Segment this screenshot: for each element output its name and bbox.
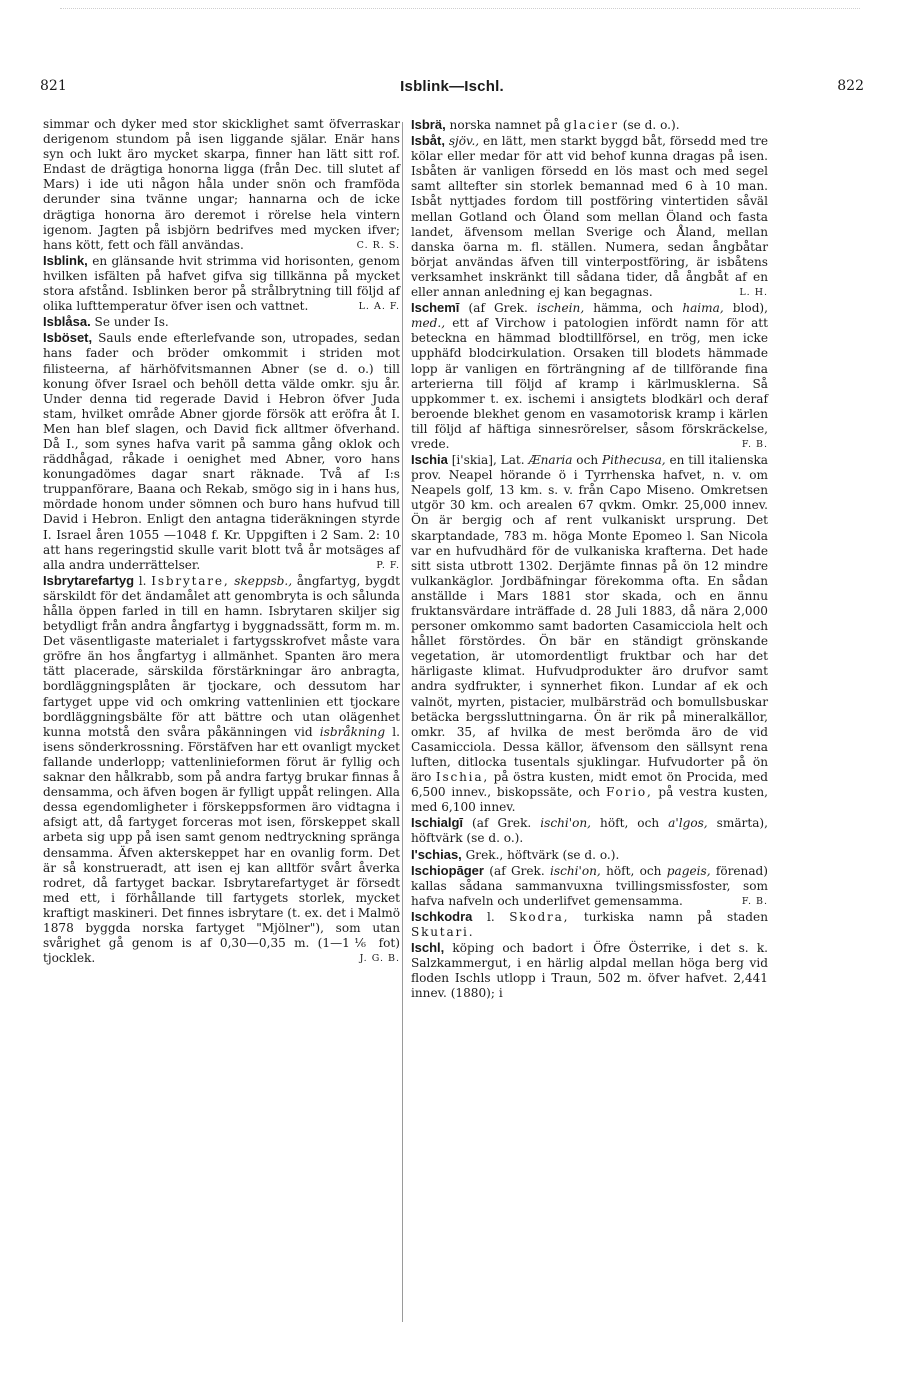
entry-isboset: Isböset, Sauls ende efterlefvande son, utropades, sedan hans fader och bröder omkommit i striden mot filisteerna, af härhöfvitsmannen Abner (se d. o.) till konung öfver Israel och behöll detta välde omkr. sju år. Under denna tid regerade David i Hebron öfver Juda stam, hvilket område Abner gjorde försök att eröfra åt I. Men han blef slagen, och David fick alltmer öfverhand. Då I., som synes hafva varit på samma gång oklok och räddhågad, råkade i oenighet med Abner, voro hans konungadömes dagar snart räknade. Två af I:s truppanförare, Baana och Rekab, smögo sig in i hans hus, mördade honom under sömnen och buro hans hufvud till David i Hebron. Enligt den antagna tideräkningen styrde I. Israel åren 1055 —1048 f. Kr. Uppgiften i 2 Sam. 2: 10 att hans regeringstid skulle varit blott två år motsäges af alla andra underrättelser. P. F. — [43, 330, 400, 572]
header-title: Isblink—Ischl. — [400, 78, 504, 95]
author-signature: J. G. B. — [359, 953, 400, 965]
page-number-right: 822 — [837, 78, 864, 94]
running-header — [40, 78, 864, 100]
headword: Ischialgī — [411, 815, 464, 831]
headword: Ischiopāger — [411, 862, 484, 878]
page-number-left: 821 — [40, 78, 67, 94]
headword: Isbrytarefartyg — [43, 572, 135, 588]
headword: Ischia — [411, 452, 448, 468]
author-signature: L. A. F. — [358, 301, 400, 313]
headword: Ischl, — [411, 940, 445, 956]
entry-isblasa: Isblåsa. Se under Is. — [43, 314, 169, 330]
entry-ischl: Ischl, köping och badort i Öfre Österrike, i det s. k. Salzkammergut, i en härlig alpdal mellan höga berg vid floden Ischls utlopp i Traun, 502 m. öfver hafvet. 2,441 innev. (1880); i — [411, 940, 768, 1001]
entry-isblink: Isblink, en glänsande hvit strimma vid horisonten, genom hvilken isfälten på hafvet gifva sig tillkänna på mycket stora afstånd. Isblinken beror på strålbrytning till följd af olika lufttemperatur öfver isen och vattnet. L. A. F. — [43, 252, 400, 314]
headword: I'schias, — [411, 846, 462, 862]
right-column — [411, 117, 768, 1001]
author-signature: F. B. — [741, 438, 768, 450]
entry-ischia: Ischia [i'skia], Lat. Ænaria och Pithecusa, en till italienska prov. Neapel hörande ö i Tyrrhenska hafvet, n. v. om Neapels golf, 13 km. s. v. från Capo Miseno. Omkretsen utgör 30 km. och arealen 67 qvkm. Omkr. 25,000 innev. Ön är bergig och af rent vulkaniskt ursprung. Det skarptandade, 783 m. höga Monte Epomeo l. San Nicola var en hufvudhärd för de vulkaniska krafterna. Det hade sitt sista utbrott 1302. Derjämte finnas på ön 12 mindre vulkankäglor. Jordbäfningar förekomma ofta. En sådan anställde i Mars 1881 stor skada, och en ännu fruktansvärdare inträffade d. 28 Juli 1883, då nära 2,000 personer omkommo samt badorten Casamicciola helt och hållet förstördes. Ön bär en ständigt grönskande vegetation, är utomordentligt fruktbar och har det härligaste klimat. Hufvudprodukter äro drufvor samt andra sydfrukter, i synnerhet fikon. Lundar af ek och valnöt, myrten, pistacier, mulbärsträd och bomullsbuskar betäcka bergssluttningarna. Ön är rik på mineralkällor, omkr. 35, af hvilka de mest berömda äro de vid Casamicciola. Dessa källor, äfvensom den sällsynt rena luften, ditlocka tusentals sjuklingar. Hufvudorter på ön äro Ischia, på östra kusten, midt emot ön Procida, med 6,500 innev., biskopssäte, och Forio, på vestra kusten, med 6,100 innev. — [411, 452, 769, 815]
entry-ischkodra: Ischkodra l. Skodra, turkiska namn på staden Skutari. — [411, 908, 768, 939]
headword: Isböset, — [43, 330, 93, 346]
entry-ischiopager: Ischiopāger (af Grek. ischi'on, höft, och pageis, förenad) kallas sådana sammanvuxna tvillingsmissfoster, som hafva nafveln och underlifvet gemensamma. F. B. — [411, 862, 768, 908]
entry-isbjorn-continued: simmar och dyker med stor skicklighet samt öfverraskar derigenom stundom på isen liggande själar. Enär hans syn och lukt äro mycket skarpa, finner han lätt sitt rof. Endast de drägtiga honorna ligga (från Dec. till slutet af Mars) i ide uti någon håla under snön och framföda derunder sina tvänne ungar; hannarna och de icke drägtiga honorna äro deremot i rörelse hela vintern igenom. Jagten på isbjörn bedrifves med mycken ifver; hans kött, fett och fäll användas. C. R. S. — [43, 117, 400, 252]
author-signature: L. H. — [739, 287, 768, 299]
author-signature: C. R. S. — [356, 239, 400, 251]
author-signature: F. B. — [741, 895, 768, 907]
headword: Isblink, — [43, 252, 88, 268]
entry-ischias: I'schias, Grek., höftvärk (se d. o.). — [411, 846, 620, 862]
headword: Ischemī — [411, 300, 460, 316]
entry-isbat: Isbåt, sjöv., en lätt, men starkt byggd båt, försedd med tre kölar eller medar för att vid behof kunna dragas på isen. Isbåten är vanligen försedd en lös mast och med segel samt alltefter sin storlek bemannad med 6 à 10 man. Isbåt nyttjades fordom till postföring vintertiden såväl mellan Gotland och Öland som mellan Öland och fasta landet, äfvensom mellan Sverige och Åland, mellan danska öarna m. fl. ställen. Numera, sedan ångbåtar börjat användas äfven till vinterpostföring, är isbåtens verksamhet inskränkt till sådana tider, då ångbåt af en eller annan anledning ej kan begagnas. L. H. — [411, 133, 768, 300]
author-signature: P. F. — [376, 559, 400, 571]
left-column — [43, 117, 400, 966]
column-divider — [402, 122, 403, 1322]
headword: Isbåt, — [411, 133, 445, 149]
entry-isbra: Isbrä, norska namnet på glacier (se d. o.). — [411, 117, 680, 132]
scan-edge — [60, 8, 860, 11]
headword: Ischkodra — [411, 908, 473, 924]
entry-isbrytarefartyg: Isbrytarefartyg l. Isbrytare, skeppsb., ångfartyg, bygdt särskildt för det ändamålet att genombryta is och sålunda hålla öppen farled in till en hamn. Isbrytaren skiljer sig betydligt från andra ångfartyg i byggnadssätt, form m. m. Det väsentligaste materialet i fartygsskrofvet måste vara gröfre än hos ångfartyg i allmänhet. Spanten äro mera tätt placerade, särskilda förstärkningar äro anbragta, bordläggningsplåten är tjockare, och dessutom har fartyget uppe vid och omkring vattenlinien ett tjockare bordläggningsbälte för att bättre och utan olägenhet kunna motstå den svåra påkänningen vid isbråkning l. isens sönderkrossning. Förstäfven har ett ovanligt mycket fallande underlopp; vattenlinieformen förut är fyllig och saknar den hålkrabb, som på andra fartyg brukar finnas å densamma, och äfven bogen är fylligt uppåt relingen. Alla dessa egendomligheter i förskeppsformen äro vidtagna i afsigt att, då fartyget forceras mot isen, förskeppet skall arbeta sig upp på isen samt genom nedtryckning spränga densamma. Äfven akterskeppet har en ovanlig form. Det är så konstrueradt, att isen ej kan alltför svårt åverka rodret, då fartyget backar. Isbrytarefartyget är försedt med ett, i förhållande till fartygets storlek, mycket kraftigt maskineri. Det finnes isbrytare (t. ex. det i Malmö 1878 byggda norska fartyget "Mjölner"), som utan svårighet gå genom is af 0,30—0,35 m. (1—1⅙ fot) tjocklek. J. G. B. — [43, 572, 401, 966]
entry-ischemi: Ischemī (af Grek. ischein, hämma, och haima, blod), med., ett af Virchow i patologien infördt namn för att beteckna en hämmad blodtillförsel, en trög, men icke upphäfd blodcirkulation. Orsaken till blodets hämmade lopp är vanligen en förträngning af de tillförande fina arterierna till följd af kramp i kärlmusklerna. Så uppkommer t. ex. ischemi i ansigtets blodkärl och deraf beroende blekhet genom en vasamotorisk kramp i kärlen till följd af häftiga sinnesrörelser, såsom förskräckelse, vrede. F. B. — [411, 300, 768, 451]
entry-ischialgi: Ischialgī (af Grek. ischi'on, höft, och a'lgos, smärta), höftvärk (se d. o.). — [411, 815, 768, 846]
headword: Isbrä, — [411, 117, 446, 132]
headword: Isblåsa. — [43, 314, 91, 330]
